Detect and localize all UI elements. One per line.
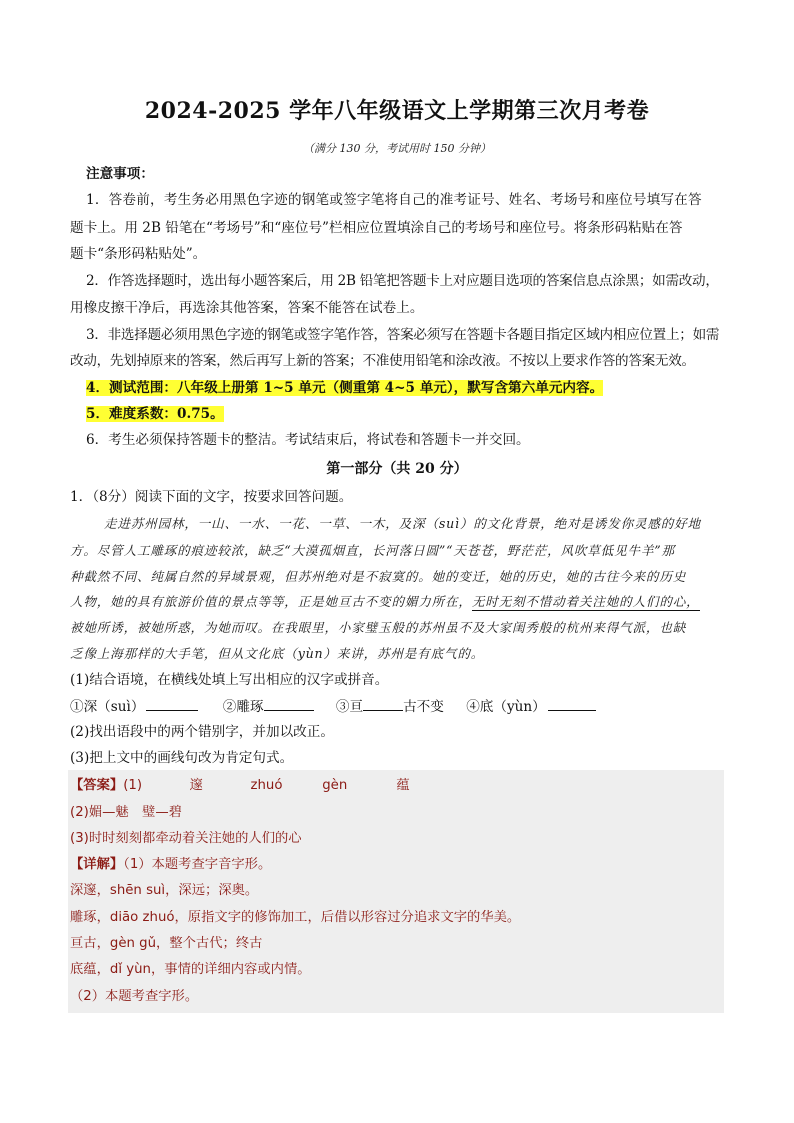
section-title: 第一部分（共 20 分） bbox=[326, 461, 468, 477]
notice-item-2-line-2: 用橡皮擦干净后，再选涂其他答案，答案不能答在试卷上。 bbox=[70, 300, 424, 316]
detail-line-3: 雕琢，diāo zhuó，原指文字的修饰加工，后借以形容过分追求文字的华美。 bbox=[70, 910, 521, 925]
detail-line-4: 亘古，gèn gǔ，整个古代；终古 bbox=[70, 936, 263, 951]
fill-blank-row bbox=[70, 696, 730, 717]
sub-question-1: (1)结合语境，在横线处填上写出相应的汉字或拼音。 bbox=[70, 672, 389, 688]
fill-blank-4 bbox=[548, 696, 596, 711]
answer-line-3: (3)时时刻刻都牵动着关注她的人们的心 bbox=[70, 831, 302, 846]
passage-line-5: 被她所诱，被她所惑，为她而叹。在我眼里，小家璧玉般的苏州虽不及大家闺秀般的杭州来得气派，也缺 bbox=[70, 620, 687, 635]
notice-item-6: 6．考生必须保持答题卡的整洁。考试结束后，将试卷和答题卡一并交回。 bbox=[86, 432, 530, 448]
notice-heading: 注意事项： bbox=[86, 166, 154, 182]
answer-line-2: (2)媚—魅 璧—碧 bbox=[70, 805, 182, 820]
fill-item-2: ②雕琢 bbox=[222, 699, 264, 715]
detail-tag: 【详解】 bbox=[70, 857, 124, 872]
answer-part-1-label: (1) bbox=[123, 778, 143, 793]
notice-item-3-line-1: 3．非选择题必须用黑色字迹的钢笔或签字笔作答，答案必须写在答题卡各题目指定区域内相应位置上；如需 bbox=[86, 327, 720, 343]
sub-question-2: (2)找出语段中的两个错别字，并加以改正。 bbox=[70, 724, 334, 740]
underlined-sentence: 无时无刻不惜动着关注她的人们的心， bbox=[471, 594, 700, 609]
answer-word-3: gèn bbox=[322, 778, 348, 793]
passage-line-6: 乏像上海那样的大手笔，但从文化底（yùn）来讲，苏州是有底气的。 bbox=[70, 646, 485, 661]
detail-line-5: 底蕴，dǐ yùn，事情的详细内容或内情。 bbox=[70, 962, 311, 977]
notice-item-2-line-1: 2．作答选择题时，选出每小题答案后，用 2B 铅笔把答题卡上对应题目选项的答案信息点涂黑；如需改动， bbox=[86, 273, 719, 289]
exam-subtitle: （满分 130 分，考试用时 150 分钟） bbox=[303, 142, 491, 155]
fill-blank-2 bbox=[264, 696, 314, 711]
passage-line-3: 种截然不同、纯属自然的异域景观，但苏州绝对是不寂寞的。她的变迁，她的历史，她的古往今来的历史 bbox=[70, 569, 687, 584]
exam-title: 2024-2025 学年八年级语文上学期第三次月考卷 bbox=[144, 98, 650, 124]
notice-item-1-line-3: 题卡“条形码粘贴处”。 bbox=[70, 246, 207, 262]
passage-line-1: 走进苏州园林，一山、一水、一花、一草、一木，及深（suì）的文化背景，绝对是诱发你灵感的好地 bbox=[104, 516, 701, 531]
question-stem: 1．（8分）阅读下面的文字，按要求回答问题。 bbox=[70, 489, 353, 505]
sub-question-3: (3)把上文中的画线句改为肯定句式。 bbox=[70, 750, 294, 766]
answer-line-1 bbox=[70, 776, 720, 796]
passage-line-2: 方。尽管人工雕琢的痕迹较浓，缺乏“大漠孤烟直，长河落日圆”“天苍苍，野茫茫，风吹草低见牛羊”那 bbox=[70, 543, 675, 558]
fill-item-4: ④底（yùn） bbox=[466, 699, 546, 715]
answer-tag: 【答案】 bbox=[70, 778, 124, 793]
answer-word-2: zhuó bbox=[250, 778, 283, 793]
detail-text-1: （1）本题考查字音字形。 bbox=[123, 857, 272, 872]
fill-blank-1 bbox=[146, 696, 198, 711]
fill-item-3-suffix: 古不变 bbox=[403, 699, 444, 715]
answer-word-1: 邃 bbox=[189, 778, 203, 793]
fill-item-3: ③亘 bbox=[335, 699, 364, 715]
notice-item-1-line-1: 1．答卷前，考生务必用黑色字迹的钢笔或签字笔将自己的准考证号、姓名、考场号和座位号填写在答 bbox=[86, 192, 702, 208]
notice-item-1-line-2: 题卡上。用 2B 铅笔在“考场号”和“座位号”栏相应位置填涂自己的考场号和座位号。将条形码粘贴在答 bbox=[70, 220, 683, 236]
answer-word-4: 蕴 bbox=[396, 778, 410, 793]
passage-line-4: 人物，她的具有旅游价值的景点等等，正是她亘古不变的媚力所在， bbox=[70, 594, 472, 609]
detail-line-1 bbox=[70, 855, 720, 875]
fill-blank-3 bbox=[363, 696, 403, 711]
fill-item-1: ①深（suì） bbox=[70, 699, 145, 715]
notice-item-3-line-2: 改动，先划掉原来的答案，然后再写上新的答案；不准使用铅笔和涂改液。不按以上要求作答的答案无效。 bbox=[70, 353, 695, 369]
detail-line-6: （2）本题考查字形。 bbox=[70, 989, 199, 1004]
notice-item-5-highlighted: 5．难度系数：0.75。 bbox=[86, 406, 224, 422]
notice-item-4-highlighted: 4．测试范围：八年级上册第 1~5 单元（侧重第 4~5 单元），默写含第六单元内容。 bbox=[86, 380, 604, 396]
detail-line-2: 深邃，shēn suì，深远；深奥。 bbox=[70, 883, 259, 898]
